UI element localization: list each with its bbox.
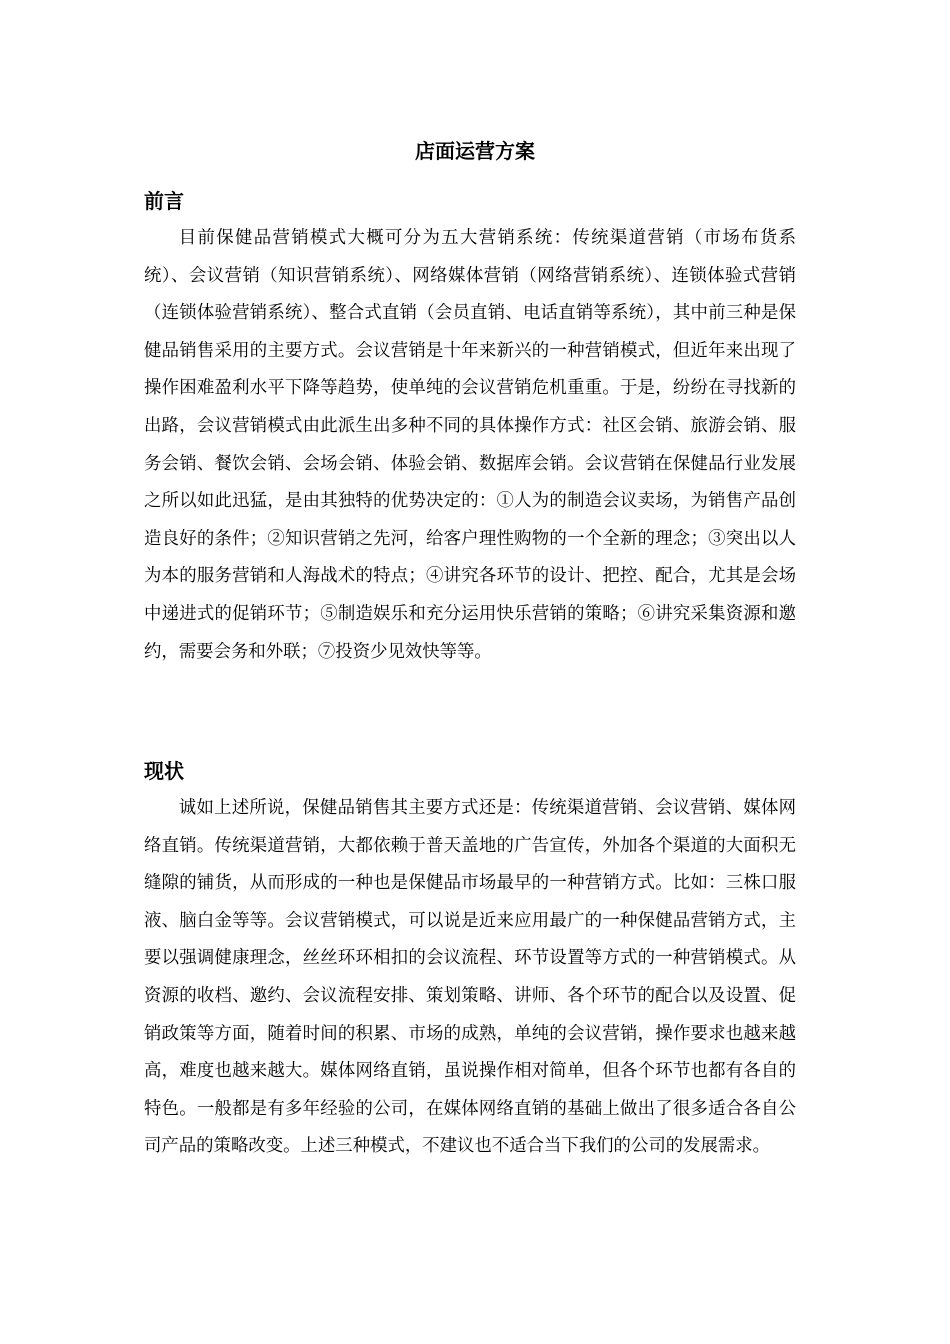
section-paragraph-status: 诚如上述所说，保健品销售其主要方式还是：传统渠道营销、会议营销、媒体网络直销。传统渠道营销，大都依赖于普天盖地的广告宣传，外加各个渠道的大面积无缝隙的铺货，从而形成的一种也是保健品市场最早的一种营销方式。比如：三株口服液、脑白金等等。会议营销模式，可以说是近来应用最广的一种保健品营销方式，主要以强调健康理念，丝丝环环相扣的会议流程、环节设置等方式的一种营销模式。从资源的收档、邀约、会议流程安排、策划策略、讲师、各个环节的配合以及设置、促销政策等方面，随着时间的积累、市场的成熟，单纯的会议营销，操作要求也越来越高，难度也越来越大。媒体网络直销，虽说操作相对简单，但各个环节也都有各自的特色。一般都是有多年经验的公司，在媒体网络直销的基础上做出了很多适合各自公司产品的策略改变。上述三种模式，不建议也不适合当下我们的公司的发展需求。: [144, 798, 796, 1157]
section-paragraph-preface: 目前保健品营销模式大概可分为五大营销系统：传统渠道营销（市场布货系统）、会议营销（知识营销系统）、网络媒体营销（网络营销系统）、连锁体验式营销（连锁体验营销系统）、整合式直销（会员直销、电话直销等系统），其中前三种是保健品销售采用的主要方式。会议营销是十年来新兴的一种营销模式，但近年来出现了操作困难盈利水平下降等趋势，使单纯的会议营销危机重重。于是，纷纷在寻找新的出路，会议营销模式由此派生出多种不同的具体操作方式：社区会销、旅游会销、服务会销、餐饮会销、会场会销、体验会销、数据库会销。会议营销在保健品行业发展之所以如此迅猛，是由其独特的优势决定的：①人为的制造会议卖场，为销售产品创造良好的条件；②知识营销之先河，给客户理性购物的一个全新的理念；③突出以人为本的服务营销和人海战术的特点；④讲究各环节的设计、把控、配合，尤其是会场中递进式的促销环节；⑤制造娱乐和充分运用快乐营销的策略；⑥讲究采集资源和邀约，需要会务和外联；⑦投资少见效快等等。: [144, 228, 796, 662]
section-heading-preface: 前言: [144, 189, 184, 213]
document-title: 店面运营方案: [415, 139, 535, 163]
section-heading-status: 现状: [144, 759, 184, 783]
